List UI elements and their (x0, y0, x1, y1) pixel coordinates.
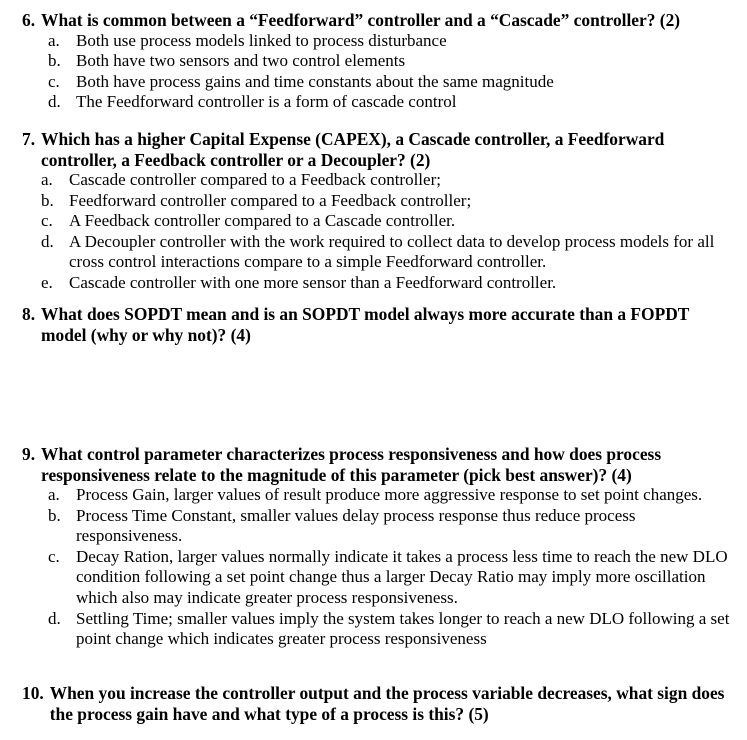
answer-option (41, 232, 734, 273)
answer-option (48, 72, 734, 93)
option-text: Process Time Constant, smaller values delay process response thus reduce process responsiveness. (76, 505, 636, 546)
option-letter: c. (48, 71, 60, 91)
question-text: Which has a higher Capital Expense (CAPEX), a Cascade controller, a Feedforward controller, a Feedback controller or a Decoupler? (2) (41, 129, 665, 170)
answer-option (41, 273, 734, 294)
option-letter: d. (48, 608, 61, 628)
question-text: What control parameter characterizes process responsiveness and how does process responsiveness relate to the magnitude of this parameter (pick best answer)? (4) (41, 444, 662, 485)
question-6-heading (22, 10, 734, 31)
option-letter: d. (41, 231, 54, 251)
question-text: When you increase the controller output and the process variable decreases, what sign does the process gain have and what type of a process is this? (5) (49, 683, 725, 724)
option-letter: b. (48, 505, 61, 525)
option-letter: a. (48, 485, 60, 504)
option-letter: d. (48, 92, 61, 112)
option-text: Both use process models linked to process disturbance (76, 30, 447, 50)
option-letter: c. (48, 546, 60, 566)
option-text: Process Gain, larger values of result produce more aggressive response to set point changes. (76, 485, 703, 504)
answer-option (41, 191, 734, 212)
answer-option (48, 51, 734, 72)
question-9 (22, 444, 734, 650)
option-text: A Feedback controller compared to a Cascade controller. (69, 211, 456, 231)
answer-option (41, 170, 734, 191)
option-text: Decay Ration, larger values normally indicate it takes a process less time to reach the new DLO condition following a set point change thus a larger Decay Ratio may imply more oscillation which also may indicate greater process responsiveness. (76, 546, 728, 607)
question-6 (22, 10, 734, 113)
question-8 (22, 304, 734, 345)
question-text: What is common between a “Feedforward” controller and a “Cascade” controller? (2) (41, 10, 681, 30)
question-7 (22, 129, 734, 294)
question-10 (22, 683, 734, 724)
question-number: 10. (22, 683, 44, 703)
answer-option (41, 211, 734, 232)
option-letter: e. (41, 272, 53, 292)
question-number: 9. (22, 444, 36, 464)
option-text: Settling Time; smaller values imply the system takes longer to reach a new DLO following a set point change which indicates greater process responsiveness (76, 608, 730, 649)
question-7-heading (22, 129, 734, 170)
option-text: Cascade controller with one more sensor than a Feedforward controller. (69, 272, 557, 292)
answer-option (48, 609, 734, 650)
option-text: Both have two sensors and two control elements (76, 51, 406, 71)
question-9-heading (22, 444, 734, 485)
answer-option (48, 485, 734, 506)
question-10-heading (22, 683, 734, 724)
option-text: Both have process gains and time constants about the same magnitude (76, 71, 554, 91)
question-number: 6. (22, 10, 36, 30)
option-text: Feedforward controller compared to a Feedback controller; (69, 190, 472, 210)
question-number: 8. (22, 304, 36, 324)
question-text: What does SOPDT mean and is an SOPDT model always more accurate than a FOPDT model (why or why not)? (4) (41, 304, 690, 345)
option-letter: a. (48, 30, 60, 50)
answer-option (48, 31, 734, 52)
option-text: The Feedforward controller is a form of cascade control (76, 92, 457, 112)
option-letter: a. (41, 170, 53, 189)
answer-option (48, 506, 734, 547)
answer-options (48, 485, 734, 650)
answer-options (48, 31, 734, 113)
answer-option (48, 92, 734, 113)
option-text: Cascade controller compared to a Feedback controller; (69, 170, 441, 189)
option-letter: c. (41, 211, 53, 231)
option-letter: b. (48, 51, 61, 71)
question-number: 7. (22, 129, 36, 149)
option-letter: b. (41, 190, 54, 210)
option-text: A Decoupler controller with the work required to collect data to develop process models for all cross control interactions compare to a simple Feedforward controller. (69, 231, 715, 272)
answer-option (48, 547, 734, 609)
answer-options (41, 170, 734, 294)
question-8-heading (22, 304, 734, 345)
